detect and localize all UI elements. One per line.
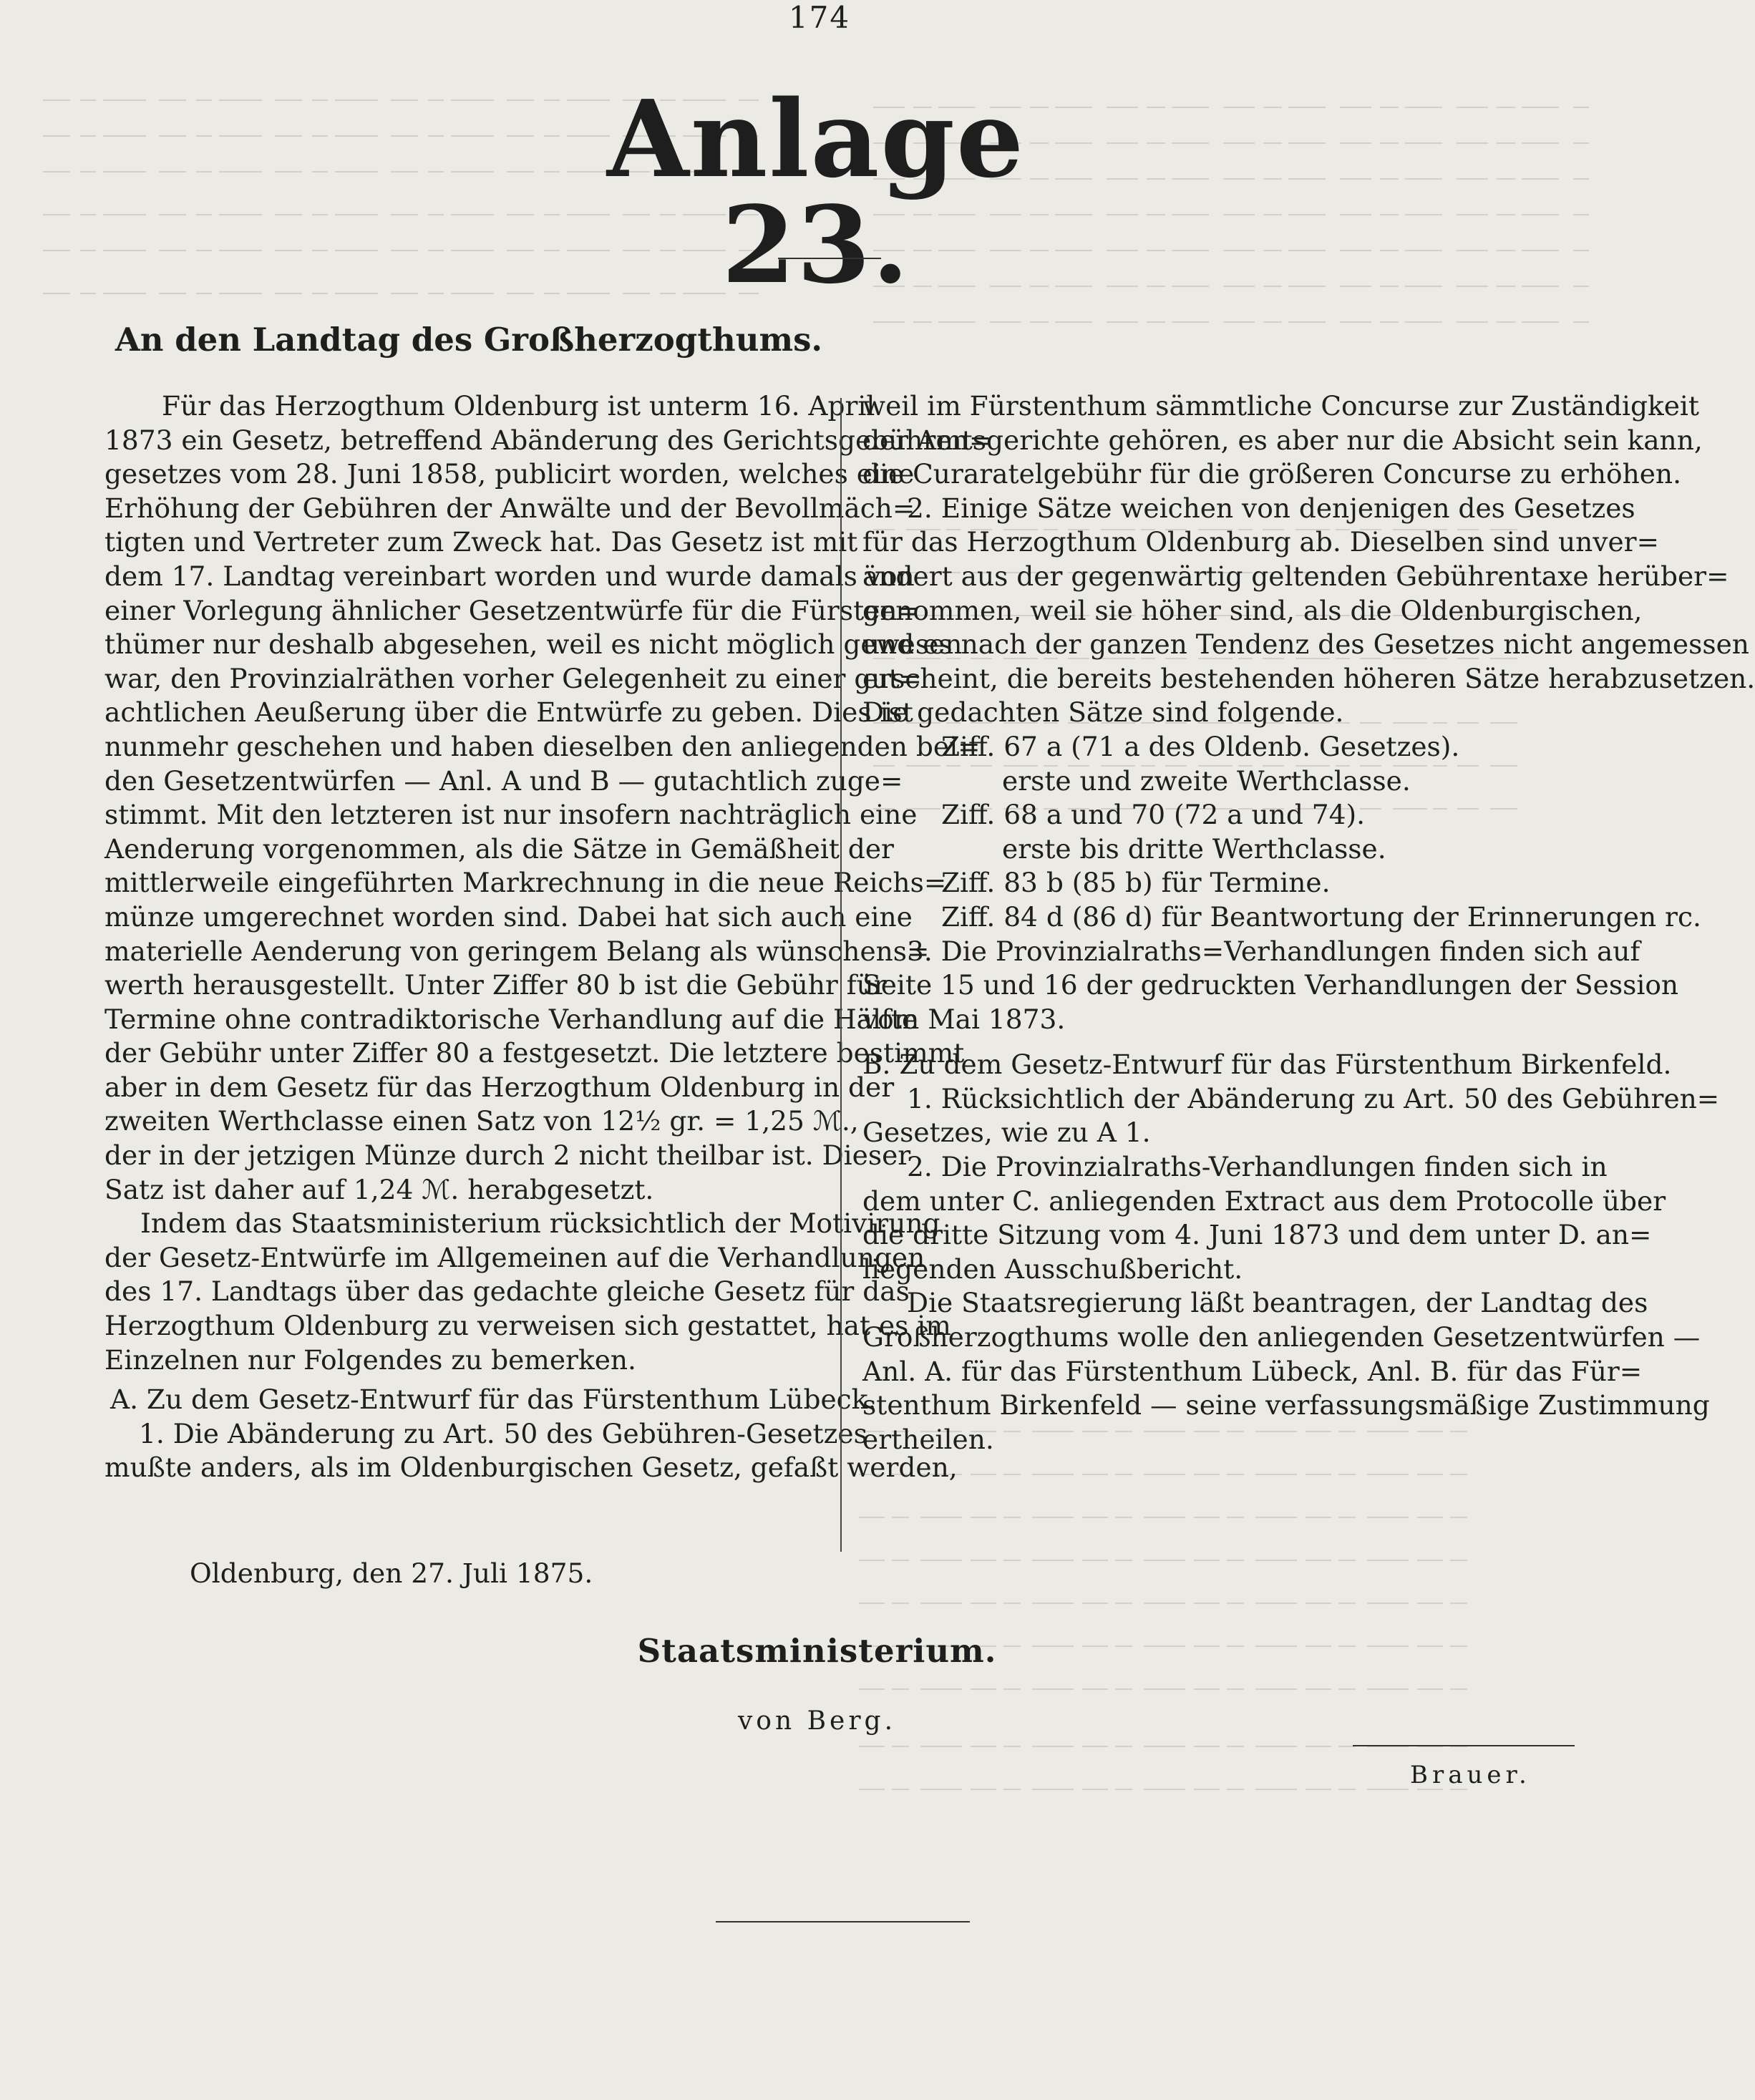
- issuing-authority: Staatsministerium.: [637, 1632, 997, 1670]
- text-line: und es nach der ganzen Tendenz des Gesetzes nicht angemessen: [862, 628, 1749, 661]
- column-divider: [840, 398, 842, 1552]
- text-line: liegenden Ausschußbericht.: [862, 1253, 1243, 1285]
- text-line: 1. Rücksichtlich der Abänderung zu Art. 50 des Gebühren=: [907, 1082, 1720, 1114]
- page-title: Anlage 23.: [606, 77, 1026, 307]
- text-line: die dritte Sitzung vom 4. Juni 1873 und dem unter D. an=: [862, 1219, 1652, 1251]
- date-line: Oldenburg, den 27. Juli 1875.: [190, 1557, 593, 1589]
- text-line: Herzogthum Oldenburg zu verweisen sich gestattet, hat es im: [104, 1310, 951, 1342]
- text-line: ertheilen.: [862, 1423, 994, 1455]
- text-line: dem unter C. anliegenden Extract aus dem Protocolle über: [862, 1185, 1666, 1217]
- text-line: aber in dem Gesetz für das Herzogthum Oldenburg in der: [104, 1071, 895, 1103]
- text-line: Ziff. 67 a (71 a des Oldenb. Gesetzes).: [941, 730, 1460, 762]
- text-line: erscheint, die bereits bestehenden höheren Sätze herabzusetzen.: [862, 662, 1755, 694]
- text-line: stimmt. Mit den letzteren ist nur insofern nachträglich eine: [104, 799, 918, 831]
- text-line: dem 17. Landtag vereinbart worden und wurde damals von: [104, 560, 915, 592]
- text-line: Ziff. 84 d (86 d) für Beantwortung der Erinnerungen rc.: [941, 900, 1701, 933]
- text-line: Die gedachten Sätze sind folgende.: [862, 696, 1344, 729]
- text-line: 2. Einige Sätze weichen von denjenigen des Gesetzes: [907, 492, 1635, 524]
- text-line: A. Zu dem Gesetz-Entwurf für das Fürstenthum Lübeck.: [110, 1384, 877, 1416]
- text-line: Indem das Staatsministerium rücksichtlich der Motivirung: [140, 1207, 940, 1240]
- text-line: 1873 ein Gesetz, betreffend Abänderung des Gerichtsgebühren=: [104, 424, 992, 456]
- text-line: Erhöhung der Gebühren der Anwälte und der Bevollmäch=: [104, 492, 915, 524]
- text-line: B. Zu dem Gesetz-Entwurf für das Fürstenthum Birkenfeld.: [862, 1049, 1672, 1081]
- text-line: nunmehr geschehen und haben dieselben den anliegenden bei=: [104, 730, 981, 762]
- title-divider: [778, 258, 881, 259]
- text-line: Seite 15 und 16 der gedruckten Verhandlungen der Session: [862, 969, 1679, 1001]
- text-line: Satz ist daher auf 1,24 ℳ. herabgesetzt.: [104, 1173, 654, 1205]
- text-line: ändert aus der gegenwärtig geltenden Gebührentaxe herüber=: [862, 560, 1729, 592]
- text-line: Großherzogthums wolle den anliegenden Gesetzentwürfen —: [862, 1321, 1701, 1353]
- text-line: achtlichen Aeußerung über die Entwürfe zu geben. Dies ist: [104, 696, 913, 729]
- page-number: 174: [788, 0, 851, 35]
- text-line: Die Staatsregierung läßt beantragen, der Landtag des: [907, 1287, 1648, 1319]
- text-line: 3. Die Provinzialraths=Verhandlungen finden sich auf: [907, 935, 1640, 967]
- text-line: der in der jetzigen Münze durch 2 nicht theilbar ist. Dieser: [104, 1139, 911, 1172]
- text-line: mußte anders, als im Oldenburgischen Gesetz, gefaßt werden,: [104, 1452, 958, 1484]
- text-line: erste bis dritte Werthclasse.: [1002, 832, 1386, 865]
- countersignatory: Brauer.: [1410, 1761, 1531, 1789]
- text-line: genommen, weil sie höher sind, als die Oldenburgischen,: [862, 594, 1643, 626]
- text-line: war, den Provinzialräthen vorher Gelegenheit zu einer gut=: [104, 662, 923, 694]
- text-line: der Gesetz-Entwürfe im Allgemeinen auf die Verhandlungen: [104, 1241, 925, 1273]
- text-line: stenthum Birkenfeld — seine verfassungsmäßige Zustimmung: [862, 1389, 1710, 1421]
- text-line: gesetzes vom 28. Juni 1858, publicirt worden, welches eine: [104, 458, 915, 490]
- text-line: die Curaratelgebühr für die größeren Concurse zu erhöhen.: [862, 458, 1682, 490]
- text-line: der Gebühr unter Ziffer 80 a festgesetzt. Die letztere bestimmt: [104, 1037, 965, 1069]
- text-line: thümer nur deshalb abgesehen, weil es nicht möglich gewesen: [104, 628, 963, 661]
- text-line: Aenderung vorgenommen, als die Sätze in Gemäßheit der: [104, 832, 894, 865]
- text-line: einer Vorlegung ähnlicher Gesetzentwürfe für die Fürsten=: [104, 594, 920, 626]
- text-line: Termine ohne contradiktorische Verhandlung auf die Hälfte: [104, 1003, 918, 1035]
- text-line: Ziff. 83 b (85 b) für Termine.: [941, 867, 1331, 899]
- text-line: zweiten Werthclasse einen Satz von 12½ gr. = 1,25 ℳ.,: [104, 1105, 859, 1137]
- text-line: Ziff. 68 a und 70 (72 a und 74).: [941, 799, 1366, 831]
- right-column: [862, 389, 1755, 1457]
- text-line: 1. Die Abänderung zu Art. 50 des Gebühren-Gesetzes: [139, 1417, 867, 1449]
- closing-rule: [716, 1921, 970, 1922]
- text-line: erste und zweite Werthclasse.: [1002, 764, 1411, 797]
- text-line: des 17. Landtags über das gedachte gleiche Gesetz für das: [104, 1275, 910, 1308]
- text-line: münze umgerechnet worden sind. Dabei hat sich auch eine: [104, 900, 913, 933]
- text-line: Gesetzes, wie zu A 1.: [862, 1117, 1151, 1149]
- text-line: weil im Fürstenthum sämmtliche Concurse zur Zuständigkeit: [862, 390, 1699, 422]
- text-line: materielle Aenderung von geringem Belang als wünschens=: [104, 935, 930, 967]
- text-line: mittlerweile eingeführten Markrechnung in die neue Reichs=: [104, 867, 947, 899]
- text-line: werth herausgestellt. Unter Ziffer 80 b ist die Gebühr für: [104, 969, 887, 1001]
- text-line: Einzelnen nur Folgendes zu bemerken.: [104, 1343, 636, 1376]
- text-line: 2. Die Provinzialraths-Verhandlungen finden sich in: [907, 1151, 1608, 1183]
- text-line: tigten und Vertreter zum Zweck hat. Das Gesetz ist mit: [104, 526, 858, 558]
- text-line: Anl. A. für das Fürstenthum Lübeck, Anl. B. für das Für=: [862, 1355, 1643, 1387]
- text-line: der Amtsgerichte gehören, es aber nur die Absicht sein kann,: [862, 424, 1703, 456]
- text-line: den Gesetzentwürfen — Anl. A und B — gutachtlich zuge=: [104, 764, 903, 797]
- text-line: Für das Herzogthum Oldenburg ist unterm 16. April: [162, 390, 875, 422]
- address-heading: An den Landtag des Großherzogthums.: [115, 321, 823, 359]
- text-line: für das Herzogthum Oldenburg ab. Dieselben sind unver=: [862, 526, 1660, 558]
- signature-rule: [1353, 1745, 1575, 1746]
- text-line: vom Mai 1873.: [862, 1003, 1066, 1035]
- signatory: von Berg.: [737, 1706, 897, 1736]
